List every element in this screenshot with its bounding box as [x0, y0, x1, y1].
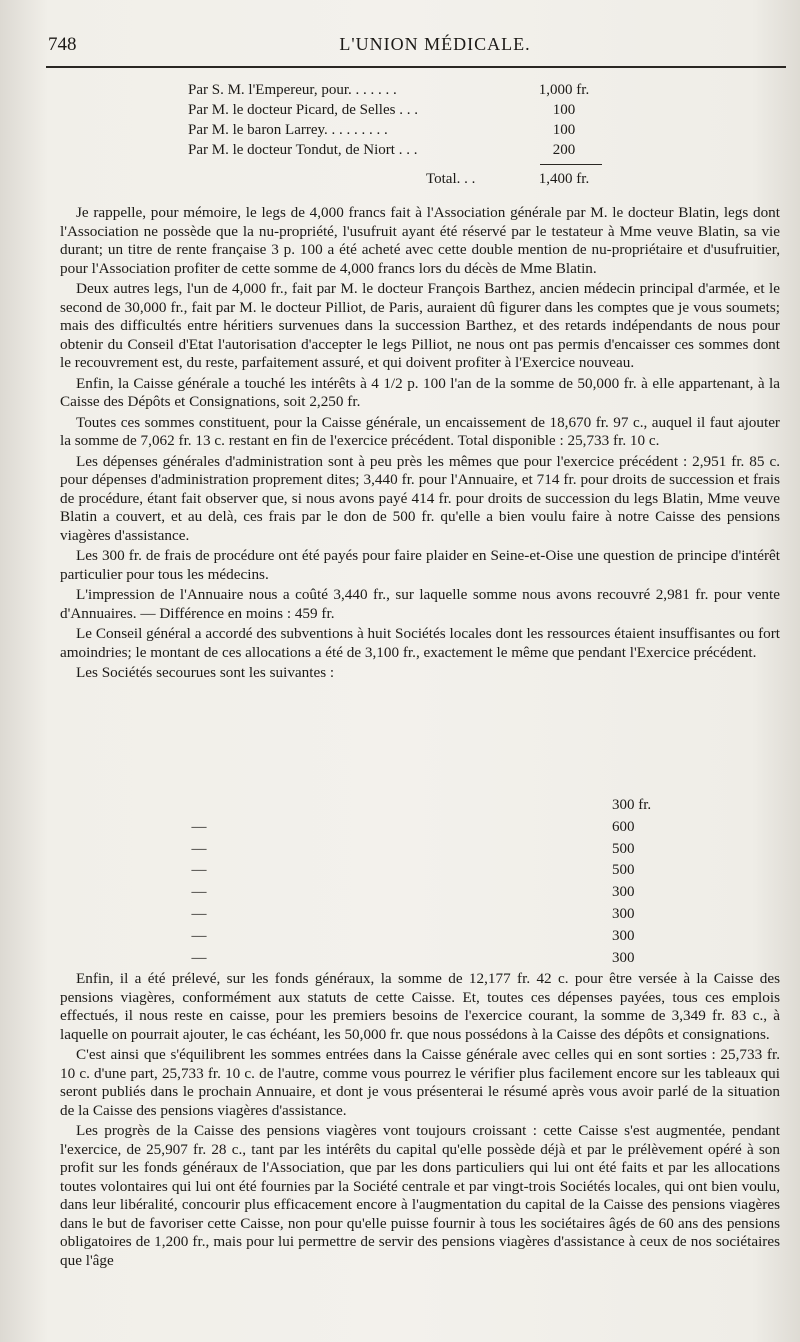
ditto-mark: —	[191, 840, 207, 857]
paragraph: Je rappelle, pour mémoire, le legs de 4,000 francs fait à l'Association générale par M. le docteur Blatin, legs dont l'Association ne possède que la nu-propriété, l'usufruit ayant été réservé par le testateur à Mme veuve Blatin, sa vie durant; un titre de rente française 3 p. 100 a été acheté avec cette double mention de nu-propriétaire et d'usufruitier, pour l'Association profiter de cette somme de 4,000 francs lors du décès de Mme Blatin.	[60, 204, 780, 277]
paragraph: Les Sociétés secourues sont les suivantes :	[76, 664, 335, 681]
paragraph: L'impression de l'Annuaire nous a coûté 3,440 fr., sur laquelle somme nous avons recouvré 2,981 fr. pour vente d'Annuaires. — Différence en moins : 459 fr.	[60, 586, 780, 622]
donation-row	[188, 80, 618, 100]
society-amount: 300	[612, 927, 635, 944]
donation-amount: 100	[552, 122, 576, 138]
donation-row	[188, 100, 618, 120]
donation-label: Par M. le docteur Picard, de Selles . . .	[188, 102, 418, 118]
society-row	[150, 882, 670, 904]
society-row	[150, 926, 670, 948]
ditto-mark: —	[191, 927, 207, 944]
journal-title: L'UNION MÉDICALE.	[339, 34, 531, 54]
paragraph: Deux autres legs, l'un de 4,000 fr., fait par M. le docteur François Barthez, ancien médecin principal d'armée, et le second de 30,000 fr., fait par M. le docteur Pilliot, de Paris, auraient dû figurer dans les comptes que je vous soumets; mais des difficultés entre héritiers survenues dans la succession Barthez, et des retards indépendants de nous pour obtenir du Conseil d'Etat l'autorisation d'accepter le legs Pilliot, ne nous ont pas permis d'encaisser ces sommes dont le recouvrement est, du reste, parfaitement assuré, et qui doivent profiter à l'Exercice nouveau.	[60, 280, 780, 371]
ditto-mark: —	[191, 862, 207, 879]
paragraph: Les progrès de la Caisse des pensions viagères vont toujours croissant : cette Caisse s'est augmentée, pendant l'exercice, de 25,907 fr. 28 c., tant par les intérêts du capital qu'elle possède déjà et par le prélèvement opéré à son profit sur les fonds généraux de l'Association, que par les dons particuliers qui lui ont été faits et par les allocations toutes volontaires qui lui ont été fournies par la Société centrale et par vingt-trois Sociétés locales, qui ont bien voulu, dans leur libéralité, concourir plus efficacement encore à l'augmentation du capital de la Caisse des pensions viagères dans le but de favoriser cette Caisse, non pour qu'elle puisse fournir à tous les sociétaires âgés de 60 ans des pensions obligatoires de 1,200 fr., mais pour lui permettre de servir des pensions viagères d'assistance à ceux de nos sociétaires que l'âge	[60, 1122, 780, 1269]
page-number: 748	[48, 34, 77, 55]
donation-amount: 200	[552, 142, 576, 158]
society-amount: 300 fr.	[612, 797, 652, 813]
society-amount: 600	[612, 818, 635, 835]
donation-amount: 100	[552, 102, 576, 118]
ditto-mark: —	[191, 949, 207, 966]
donation-label: Par M. le docteur Tondut, de Niort . . .	[188, 142, 418, 158]
running-header	[44, 28, 786, 62]
donation-amount: 1,000 fr.	[538, 82, 590, 98]
total-rule	[540, 164, 602, 165]
donations-table	[188, 80, 618, 160]
society-amount: 300	[612, 884, 635, 901]
society-row	[150, 839, 670, 861]
society-row	[150, 860, 670, 882]
paragraph: Le Conseil général a accordé des subventions à huit Sociétés locales dont les ressources étaient insuffisantes ou fort amoindries; le montant de ces allocations a été de 3,100 fr., exactement le même que pendant l'Exercice précédent.	[60, 625, 780, 661]
donation-row	[188, 140, 618, 160]
society-row	[150, 948, 670, 970]
ditto-mark: —	[191, 818, 207, 835]
society-amount: 500	[612, 862, 635, 879]
body-text-lower	[60, 970, 780, 1270]
ditto-mark: —	[191, 905, 207, 922]
society-amount: 500	[612, 840, 635, 857]
body-text-upper	[60, 204, 780, 683]
society-row	[150, 817, 670, 839]
donation-label: Par M. le baron Larrey. . . . . . . . .	[188, 122, 388, 138]
society-row	[150, 904, 670, 926]
total-label: Total. . .	[426, 171, 476, 187]
paragraph: Toutes ces sommes constituent, pour la Caisse générale, un encaissement de 18,670 fr. 97 c., auquel il faut ajouter la somme de 7,062 fr. 13 c. restant en fin de l'exercice précédent. Total disponible : 25,733 fr. 10 c.	[60, 413, 780, 449]
society-amount: 300	[612, 905, 635, 922]
paragraph: C'est ainsi que s'équilibrent les sommes entrées dans la Caisse générale avec celles qui en sont sorties : 25,733 fr. 10 c. d'une part, 25,733 fr. 10 c. de l'autre, comme vous pourrez le vérifier plus facilement encore sur les tableaux qui seront publiés dans le prochain Annuaire, et dont je vous présenterai le résumé après vous avoir parlé de la situation de la Caisse des pensions viagères d'assistance.	[60, 1046, 780, 1119]
society-row	[150, 795, 670, 817]
donation-label: Par S. M. l'Empereur, pour. . . . . . .	[188, 82, 397, 98]
donation-row	[188, 120, 618, 140]
ditto-mark: —	[191, 884, 207, 901]
paragraph: Enfin, la Caisse générale a touché les intérêts à 4 1/2 p. 100 l'an de la somme de 50,000 fr. à elle appartenant, à la Caisse des Dépôts et Consignations, soit 2,250 fr.	[60, 374, 780, 410]
society-amount: 300	[612, 949, 635, 966]
paragraph: Les dépenses générales d'administration sont à peu près les mêmes que pour l'exercice précédent : 2,951 fr. 85 c. pour dépenses d'administration proprement dites; 3,440 fr. pour l'Annuaire, et 714 fr. pour droits de succession et frais de procédure, étant fait observer que, si nous avons payé 414 fr. pour droits de succession du legs Blatin, Mme veuve Blatin a couvert, et au delà, ces frais par le don de 500 fr. qu'elle a bien voulu faire à notre Caisse des pensions viagères d'assistance.	[60, 452, 780, 544]
paragraph: Les 300 fr. de frais de procédure ont été payés pour faire plaider en Seine-et-Oise une question de principe d'intérêt particulier pour tous les médecins.	[60, 547, 780, 583]
paragraph: Enfin, il a été prélevé, sur les fonds généraux, la somme de 12,177 fr. 42 c. pour être versée à la Caisse des pensions viagères, conformément aux statuts de cette Caisse. Et, toutes ces dépenses payées, tous ces emplois effectués, il nous reste en caisse, pour les premiers besoins de l'exercice courant, la somme de 3,349 fr. 83 c., à laquelle on pourrait ajouter, le cas échéant, les 50,000 fr. que nous possédons à la Caisse des dépôts et consignations.	[60, 970, 780, 1043]
header-rule	[46, 66, 786, 68]
societies-table	[150, 795, 670, 969]
donations-total	[188, 171, 618, 193]
total-amount: 1,400 fr.	[538, 171, 590, 187]
